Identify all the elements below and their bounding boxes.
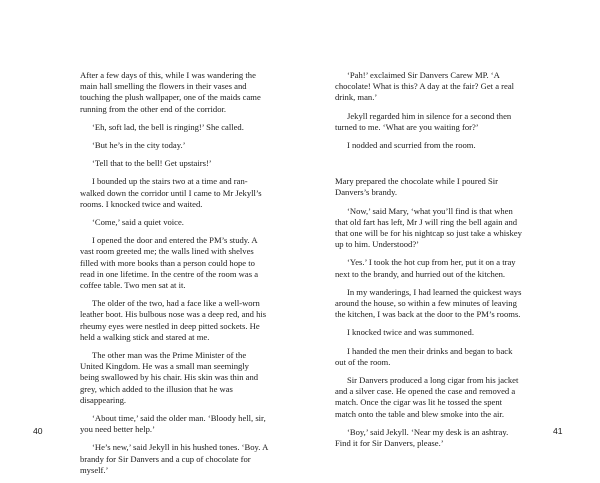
paragraph: The other man was the Prime Minister of the United Kingdom. He was a small man seemingly being swallowed by his chair. His skin was thin and grey, which added to the illusion that he was disappearing. [80,350,259,405]
paragraph: ‘Tell that to the bell! Get upstairs!’ [92,158,212,169]
scene-break [335,158,525,176]
paragraph: ‘Eh, soft lad, the bell is ringing!’ She called. [92,121,244,132]
page-number-left: 40 [33,426,43,436]
left-page [0,0,300,475]
paragraph: ‘But he’s in the city today.’ [92,140,186,151]
paragraph: Mary prepared the chocolate while I poured Sir Danvers’s brandy. [335,176,498,198]
paragraph: I nodded and scurried from the room. [347,140,476,151]
paragraph: ‘Come,’ said a quiet voice. [92,217,184,228]
paragraph: After a few days of this, while I was wandering the main hall smelling the flowers in their vases and touching the plush wallpaper, one of the maids came running from the other end of the corridor. [80,70,261,114]
paragraph: Jekyll regarded him in silence for a second then turned to me. ‘What are you waiting for?’ [335,110,512,132]
paragraph: I knocked twice and was summoned. [347,327,474,338]
paragraph: The older of the two, had a face like a well-worn leather boot. His bulbous nose was a deep red, and his rheumy eyes were nestled in deep pitted sockets. He held a walking stick and stared at me. [80,298,267,342]
paragraph: ‘He’s new,’ said Jekyll in his hushed tones. ‘Boy. A brandy for Sir Danvers and a cup of chocolate for myself.’ [80,442,268,475]
paragraph: ‘About time,’ said the older man. ‘Bloody hell, sir, you need better help.’ [80,413,266,435]
paragraph: ‘Now,’ said Mary, ‘what you’ll find is that when that old fart has left, Mr J will ring the bell again and that one will be for his nightcap so just take a whiskey up to him. Understood?’ [335,205,522,250]
paragraph: ‘Yes.’ I took the hot cup from her, put it on a tray next to the brandy, and hurried out of the kitchen. [335,257,516,279]
right-page [300,0,600,463]
paragraph: Sir Danvers produced a long cigar from his jacket and a silver case. He opened the case and removed a match. Once the cigar was lit he tossed the spent match onto the table and blew smoke into the air. [335,375,519,419]
paragraph: I bounded up the stairs two at a time and ran-walked down the corridor until I came to Mr Jekyll’s rooms. I knocked twice and waited. [80,176,262,209]
left-text-column [80,70,270,483]
paragraph: I opened the door and entered the PM’s study. A vast room greeted me; the walls lined with shelves filled with more books than a person could hope to read in one lifetime. In the centre of the room was a coffee table. Two men sat at it. [80,235,259,291]
page-number-right: 41 [553,426,563,436]
paragraph: ‘Boy,’ said Jekyll. ‘Near my desk is an ashtray. Find it for Sir Danvers, please.’ [335,426,509,449]
paragraph: I handed the men their drinks and began to back out of the room. [335,345,513,367]
right-text-column [335,70,525,456]
paragraph: ‘Pah!’ exclaimed Sir Danvers Carew MP. ‘A chocolate! What is this? A day at the fair? Get a real drink, man.’ [335,70,515,103]
paragraph: In my wanderings, I had learned the quickest ways around the house, so within a few minutes of leaving the kitchen, I was back at the door to the PM’s rooms. [335,286,522,320]
